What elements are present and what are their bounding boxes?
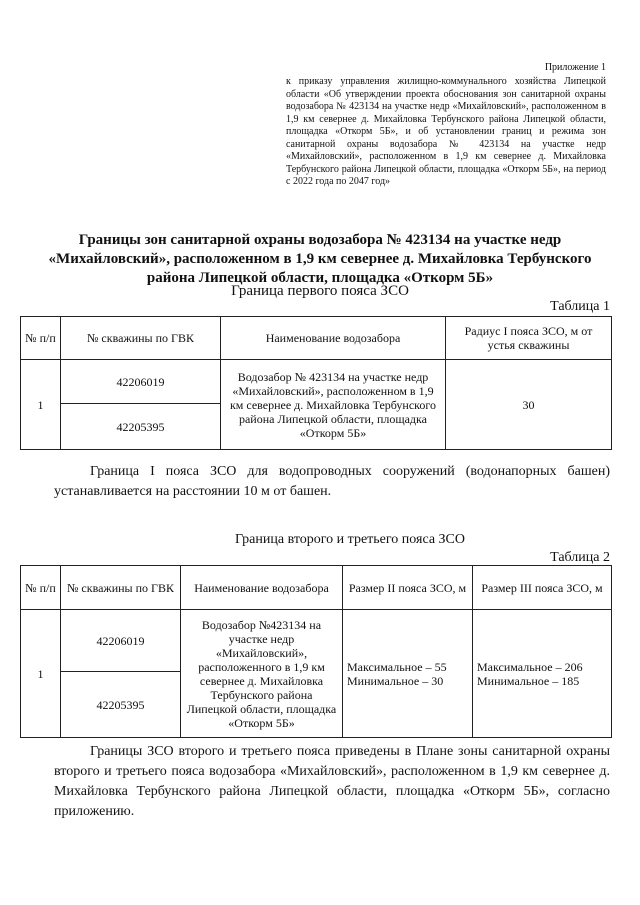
- cell-size3: [473, 610, 612, 738]
- table2-label: Таблица 2: [550, 550, 610, 565]
- table-row: [21, 360, 612, 404]
- first-belt-heading: Граница первого пояса ЗСО: [231, 283, 409, 299]
- cell-radius: 30: [446, 360, 612, 450]
- cell-name: Водозабор № 423134 на участке недр «Михайловский», расположенном в 1,9 км севернее д. Михайловка Тербунского района Липецкой области, площадка «Откорм 5Б»: [221, 360, 446, 450]
- document-title: Границы зон санитарной охраны водозабора № 423134 на участке недр «Михайловский», расположенном в 1,9 км севернее д. Михайловка Тербунского района Липецкой области, площадка «Откорм 5Б»: [48, 232, 592, 286]
- cell-num: 1: [21, 610, 61, 738]
- header-num: № п/п: [21, 317, 61, 360]
- header-size3: Размер III пояса ЗСО, м: [473, 566, 612, 610]
- header-name: Наименование водозабора: [221, 317, 446, 360]
- cell-size2: [343, 610, 473, 738]
- table-header-row: [21, 566, 612, 610]
- size3-min: Минимальное – 185: [477, 673, 580, 688]
- table-row: [21, 610, 612, 672]
- appendix-text: к приказу управления жилищно-коммунального хозяйства Липецкой области «Об утверждении проекта обоснования зон санитарной охраны водозабора № 423134 на участке недр «Михайловский», расположенном в 1,9 км севернее д. Михайловка Тербунского района Липецкой области, площадка «Откорм 5Б», и об установлении границ и режима зон санитарной охраны водозабора № 423134 на участке недр «Михайловский», расположенном в 1,9 км севернее д. Михайловка Тербунского района Липецкой области, площадка «Откорм 5Б», на период с 2022 года по 2047 год»: [286, 76, 606, 187]
- header-radius: Радиус I пояса ЗСО, м от устья скважины: [446, 317, 612, 360]
- second-third-belt-heading: Граница второго и третьего пояса ЗСО: [234, 532, 466, 547]
- cell-well-2: 42205395: [61, 404, 221, 450]
- table2: [20, 565, 612, 738]
- size2-max: Максимальное – 55: [347, 659, 447, 674]
- paragraph-second-third-belt: Границы ЗСО второго и третьего пояса приведены в Плане зоны санитарной охраны второго и третьего пояса водозабора «Михайловский», расположенном в 1,9 км севернее д. Михайловка Тербунского района Липецкой области, площадка «Откорм 5Б», согласно приложению.: [54, 744, 610, 819]
- header-well: № скважины по ГВК: [61, 317, 221, 360]
- header-name: Наименование водозабора: [181, 566, 343, 610]
- cell-num: 1: [21, 360, 61, 450]
- header-well: № скважины по ГВК: [61, 566, 181, 610]
- appendix-title: Приложение 1: [544, 62, 606, 73]
- table1-label: Таблица 1: [550, 299, 610, 314]
- size3-max: Максимальное – 206: [477, 659, 583, 674]
- table1: [20, 316, 612, 450]
- cell-well-1: 42206019: [61, 610, 181, 672]
- cell-well-1: 42206019: [61, 360, 221, 404]
- cell-well-2: 42205395: [61, 672, 181, 738]
- size2-min: Минимальное – 30: [347, 673, 444, 688]
- header-num: № п/п: [21, 566, 61, 610]
- header-size2: Размер II пояса ЗСО, м: [343, 566, 473, 610]
- paragraph-first-belt-towers: Граница I пояса ЗСО для водопроводных сооружений (водонапорных башен) устанавливается на расстоянии 10 м от башен.: [54, 464, 610, 499]
- table-header-row: [21, 317, 612, 360]
- cell-name: Водозабор №423134 на участке недр «Михайловский», расположенного в 1,9 км севернее д. Михайловка Тербунского района Липецкой области, площадка «Откорм 5Б»: [181, 610, 343, 738]
